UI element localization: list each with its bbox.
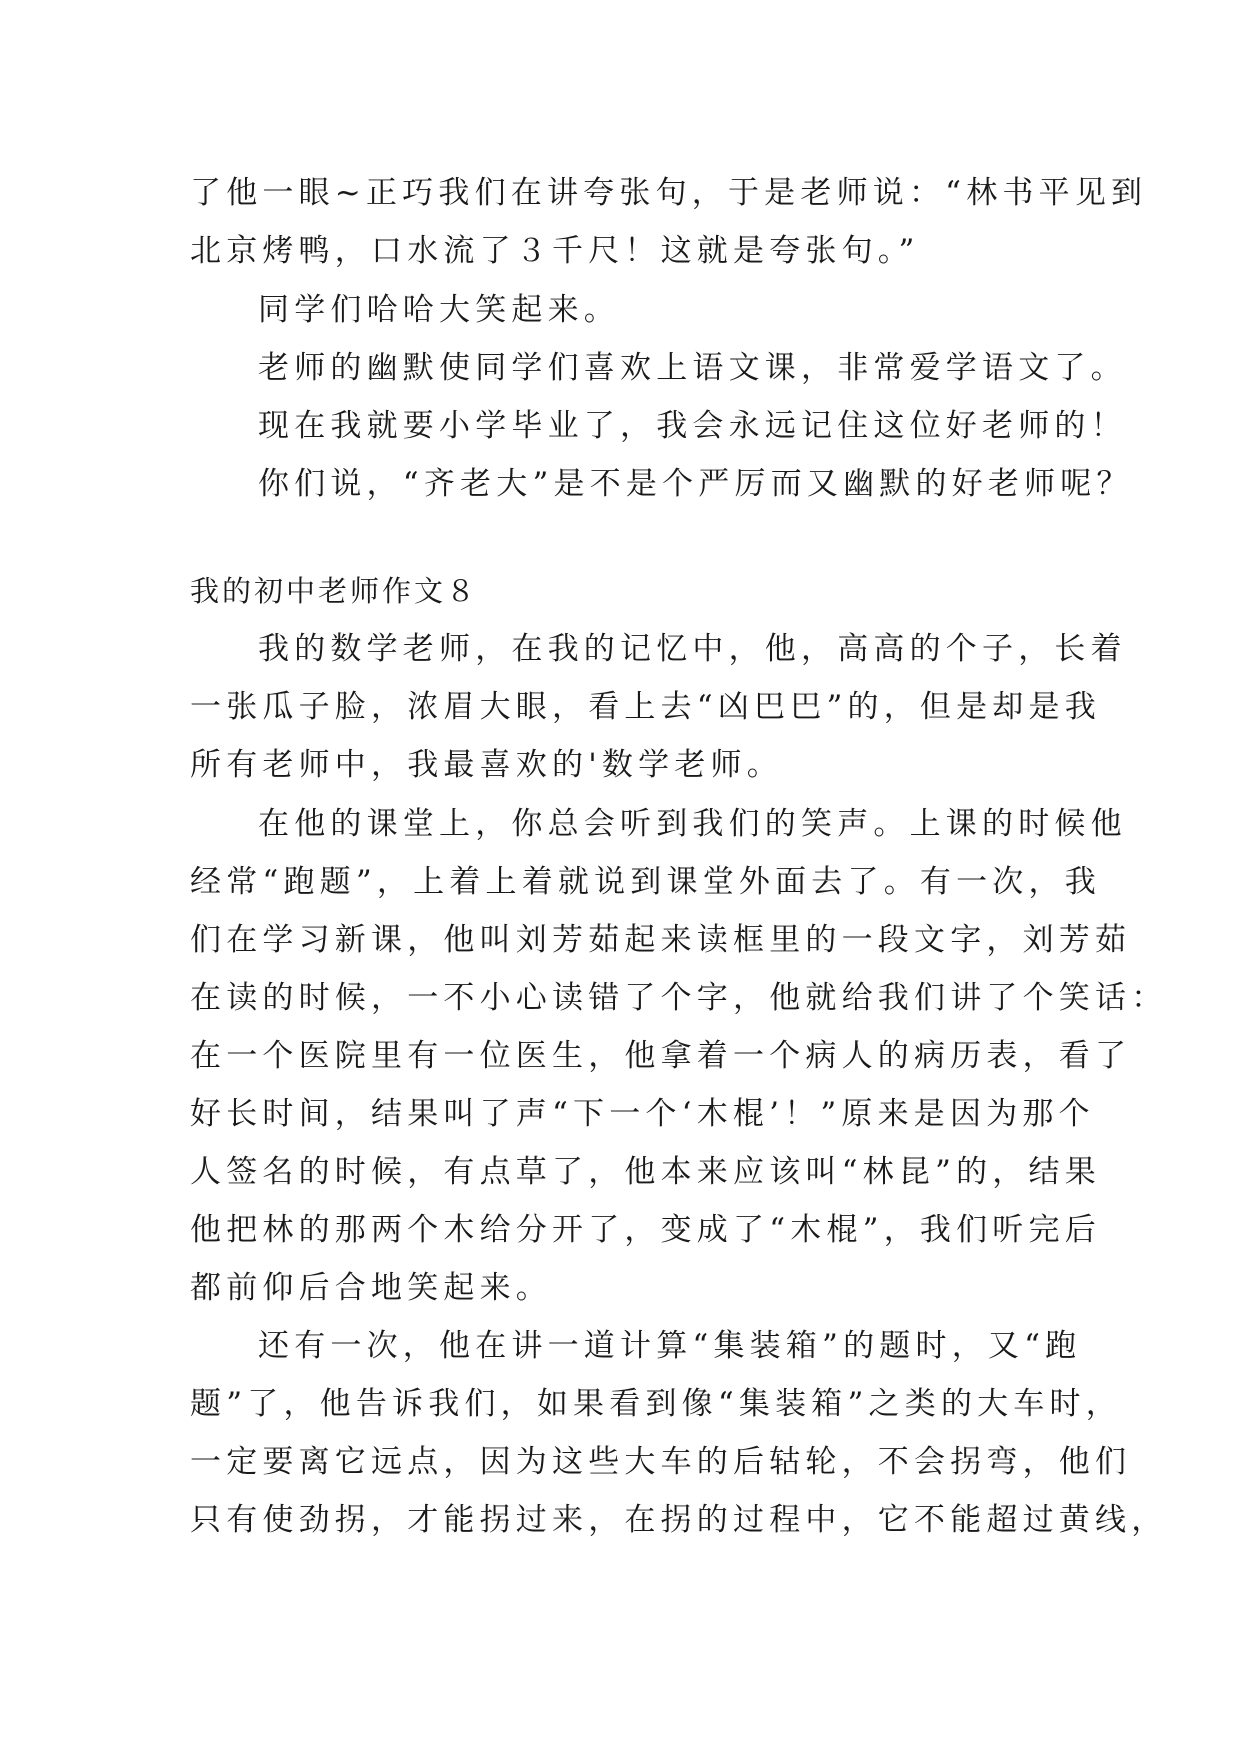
essay-heading: 我的初中老师作文８: [190, 574, 479, 608]
paragraph-line: 题”了，他告诉我们，如果看到像“集装箱”之类的大车时，: [190, 1386, 1122, 1422]
paragraph-line: 一张瓜子脸，浓眉大眼，看上去“凶巴巴”的，但是却是我: [190, 689, 1101, 725]
paragraph-line: 了他一眼~正巧我们在讲夸张句，于是老师说：“林书平见到: [190, 175, 1148, 211]
paragraph-line: 现在我就要小学毕业了，我会永远记住这位好老师的！: [258, 408, 1127, 444]
paragraph-line: 们在学习新课，他叫刘芳茹起来读框里的一段文字，刘芳茹: [190, 922, 1132, 958]
paragraph-line: 在读的时候，一不小心读错了个字，他就给我们讲了个笑话：: [190, 980, 1168, 1016]
paragraph-line: 同学们哈哈大笑起来。: [258, 292, 620, 328]
paragraph-line: 一定要离它远点，因为这些大车的后轱轮，不会拐弯，他们: [190, 1444, 1132, 1480]
paragraph-line: 还有一次，他在讲一道计算“集装箱”的题时，又“跑: [258, 1328, 1082, 1364]
paragraph-line: 在他的课堂上，你总会听到我们的笑声。上课的时候他: [258, 806, 1127, 842]
paragraph-line: 他把林的那两个木给分开了，变成了“木棍”，我们听完后: [190, 1212, 1101, 1248]
paragraph-line: 我的数学老师，在我的记忆中，他，高高的个子，长着: [258, 631, 1127, 667]
paragraph-line: 好长时间，结果叫了声“下一个‘木棍’！”原来是因为那个: [190, 1096, 1095, 1132]
paragraph-line: 在一个医院里有一位医生，他拿着一个病人的病历表，看了: [190, 1038, 1132, 1074]
paragraph-line: 人签名的时候，有点草了，他本来应该叫“林昆”的，结果: [190, 1154, 1101, 1190]
paragraph-line: 北京烤鸭，口水流了３千尺！这就是夸张句。”: [190, 233, 920, 269]
paragraph-line: 所有老师中，我最喜欢的'数学老师。: [190, 747, 783, 783]
paragraph-line: 老师的幽默使同学们喜欢上语文课，非常爱学语文了。: [258, 350, 1127, 386]
paragraph-line: 经常“跑题”，上着上着就说到课堂外面去了。有一次，我: [190, 864, 1101, 900]
paragraph-line: 都前仰后合地笑起来。: [190, 1270, 552, 1306]
paragraph-line: 你们说，“齐老大”是不是个严厉而又幽默的好老师呢？: [258, 466, 1133, 502]
paragraph-line: 只有使劲拐，才能拐过来，在拐的过程中，它不能超过黄线，: [190, 1502, 1168, 1538]
